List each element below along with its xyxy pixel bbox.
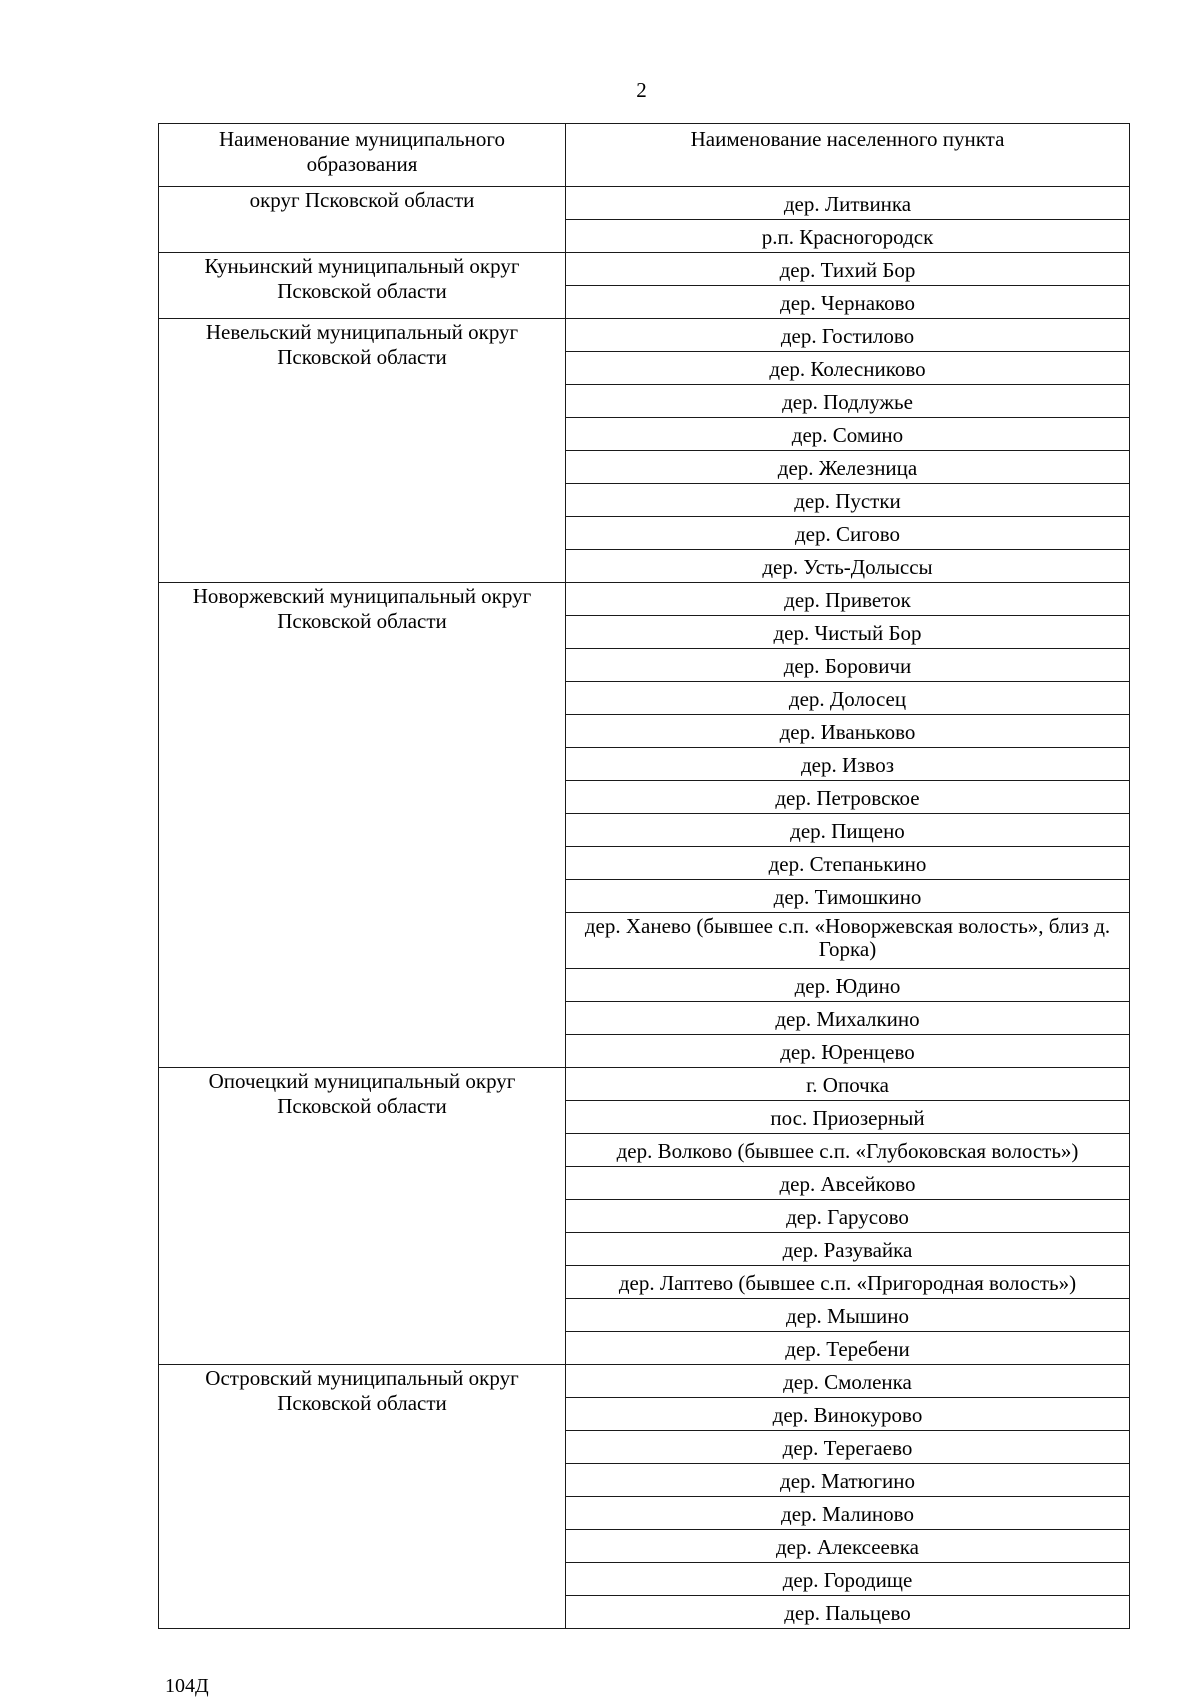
municipality-cell: Новоржевский муниципальный округ Псковской области bbox=[159, 583, 566, 1068]
municipality-cell: округ Псковской области bbox=[159, 187, 566, 253]
settlement-cell: дер. Приветок bbox=[566, 583, 1130, 616]
table-row bbox=[159, 187, 1130, 220]
settlement-cell: дер. Пустки bbox=[566, 484, 1130, 517]
settlement-cell: дер. Степанькино bbox=[566, 847, 1130, 880]
settlement-cell: дер. Юренцево bbox=[566, 1035, 1130, 1068]
settlement-cell: дер. Долосец bbox=[566, 682, 1130, 715]
municipality-cell: Невельский муниципальный округ Псковской области bbox=[159, 319, 566, 583]
settlement-cell: дер. Смоленка bbox=[566, 1365, 1130, 1398]
settlements-table bbox=[158, 123, 1130, 1629]
settlement-cell: дер. Городище bbox=[566, 1563, 1130, 1596]
settlement-cell: дер. Тихий Бор bbox=[566, 253, 1130, 286]
settlement-cell: дер. Пальцево bbox=[566, 1596, 1130, 1629]
header-settlement: Наименование населенного пункта bbox=[566, 124, 1130, 187]
settlement-cell: дер. Юдино bbox=[566, 969, 1130, 1002]
municipality-cell: Островский муниципальный округ Псковской области bbox=[159, 1365, 566, 1629]
settlement-cell: дер. Усть-Долыссы bbox=[566, 550, 1130, 583]
settlement-cell: дер. Малиново bbox=[566, 1497, 1130, 1530]
settlement-cell: дер. Железница bbox=[566, 451, 1130, 484]
table-header-row bbox=[159, 124, 1130, 187]
settlement-cell: дер. Чернаково bbox=[566, 286, 1130, 319]
settlement-cell: дер. Теребени bbox=[566, 1332, 1130, 1365]
settlement-cell: дер. Авсейково bbox=[566, 1167, 1130, 1200]
settlement-cell: дер. Винокурово bbox=[566, 1398, 1130, 1431]
settlement-cell: дер. Гостилово bbox=[566, 319, 1130, 352]
municipality-cell: Куньинский муниципальный округ Псковской области bbox=[159, 253, 566, 319]
settlement-cell: дер. Сигово bbox=[566, 517, 1130, 550]
settlement-cell: дер. Ханево (бывшее с.п. «Новоржевская волость», близ д. Горка) bbox=[566, 913, 1130, 969]
table-body bbox=[159, 187, 1130, 1629]
municipality-cell: Опочецкий муниципальный округ Псковской области bbox=[159, 1068, 566, 1365]
settlement-cell: дер. Чистый Бор bbox=[566, 616, 1130, 649]
table-row bbox=[159, 583, 1130, 616]
table-row bbox=[159, 1365, 1130, 1398]
settlement-cell: дер. Мышино bbox=[566, 1299, 1130, 1332]
table-row bbox=[159, 1068, 1130, 1101]
header-municipality: Наименование муниципального образования bbox=[159, 124, 566, 187]
settlement-cell: дер. Пищено bbox=[566, 814, 1130, 847]
settlement-cell: дер. Петровское bbox=[566, 781, 1130, 814]
table-row bbox=[159, 253, 1130, 286]
settlement-cell: г. Опочка bbox=[566, 1068, 1130, 1101]
settlement-cell: дер. Литвинка bbox=[566, 187, 1130, 220]
settlement-cell: дер. Подлужье bbox=[566, 385, 1130, 418]
settlement-cell: дер. Гарусово bbox=[566, 1200, 1130, 1233]
settlement-cell: дер. Разувайка bbox=[566, 1233, 1130, 1266]
settlement-cell: дер. Извоз bbox=[566, 748, 1130, 781]
settlement-cell: дер. Алексеевка bbox=[566, 1530, 1130, 1563]
settlement-cell: дер. Волково (бывшее с.п. «Глубоковская волость») bbox=[566, 1134, 1130, 1167]
page-number: 2 bbox=[636, 78, 647, 102]
settlement-cell: р.п. Красногородск bbox=[566, 220, 1130, 253]
settlement-cell: дер. Колесниково bbox=[566, 352, 1130, 385]
settlement-cell: дер. Лаптево (бывшее с.п. «Пригородная волость») bbox=[566, 1266, 1130, 1299]
settlement-cell: дер. Терегаево bbox=[566, 1431, 1130, 1464]
settlement-cell: дер. Боровичи bbox=[566, 649, 1130, 682]
settlement-cell: пос. Приозерный bbox=[566, 1101, 1130, 1134]
footer-code: 104Д bbox=[165, 1675, 209, 1697]
settlement-cell: дер. Иваньково bbox=[566, 715, 1130, 748]
settlement-cell: дер. Сомино bbox=[566, 418, 1130, 451]
table-row bbox=[159, 319, 1130, 352]
settlement-cell: дер. Тимошкино bbox=[566, 880, 1130, 913]
settlement-cell: дер. Михалкино bbox=[566, 1002, 1130, 1035]
settlement-cell: дер. Матюгино bbox=[566, 1464, 1130, 1497]
